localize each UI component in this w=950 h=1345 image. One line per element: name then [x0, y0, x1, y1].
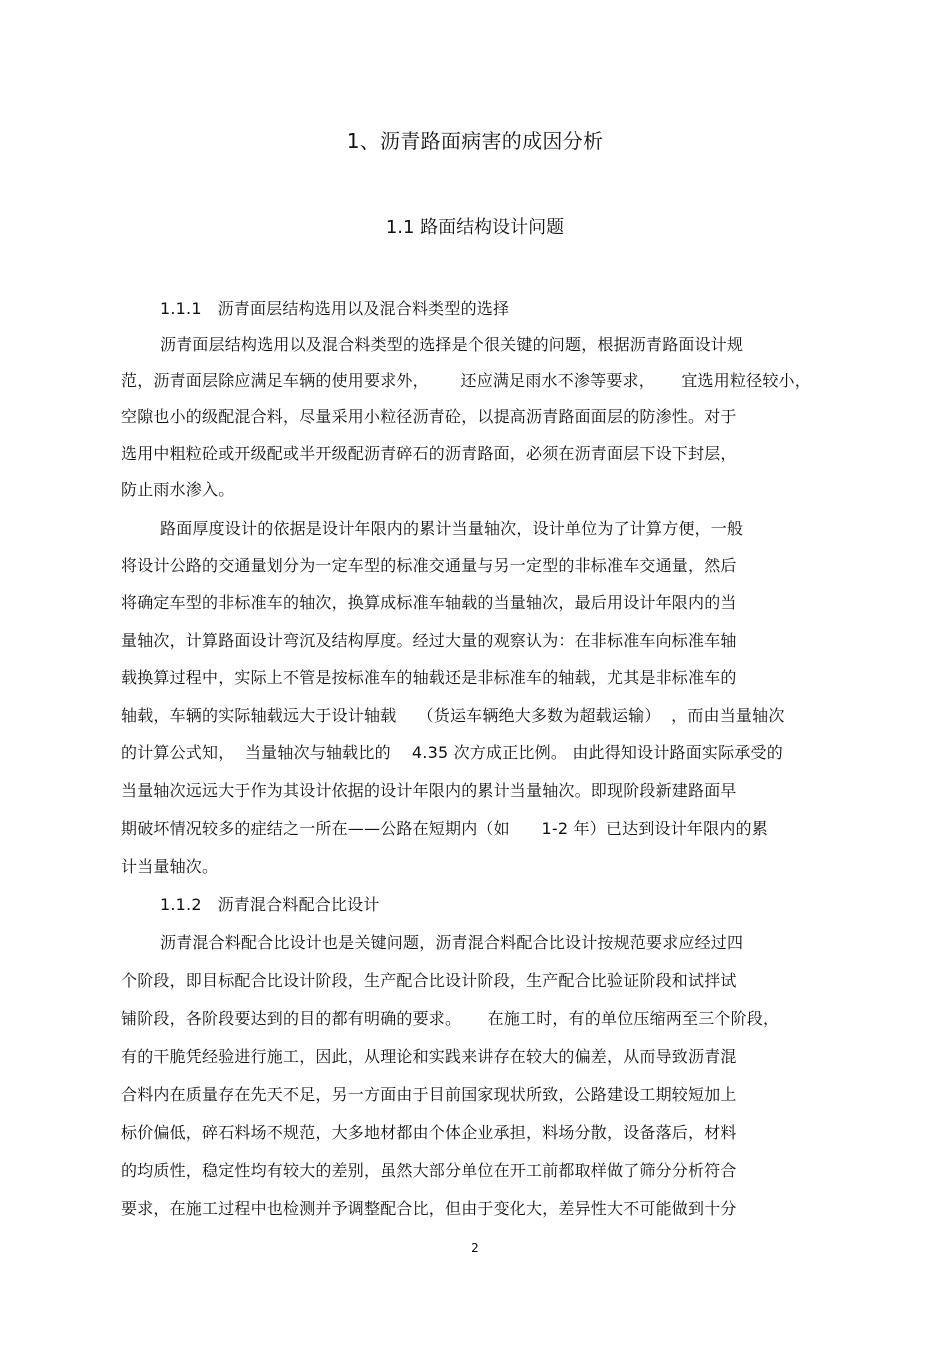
section-heading: 1.1 路面结构设计问题 [385, 217, 565, 238]
paragraph-line: 轴载，车辆的实际轴载远大于设计轴载 （货运车辆绝大多数为超载运输） ，而由当量轴次 [121, 706, 785, 725]
paragraph-line: 将设计公路的交通量划分为一定车型的标准交通量与另一定型的非标准车交通量，然后 [121, 556, 737, 575]
paragraph-line: 计当量轴次。 [121, 857, 219, 876]
subsection-heading-1-1-2: 1.1.2 沥青混合料配合比设计 [160, 895, 380, 914]
paragraph-line: 铺阶段，各阶段要达到的目的都有明确的要求。 在施工时，有的单位压缩两至三个阶段， [121, 1009, 780, 1028]
paragraph-line: 路面厚度设计的依据是设计年限内的累计当量轴次，设计单位为了计算方便，一般 [160, 519, 744, 538]
paragraph-line: 沥青面层结构选用以及混合料类型的选择是个很关键的问题，根据沥青路面设计规 [160, 335, 744, 354]
paragraph-line: 沥青混合料配合比设计也是关键问题，沥青混合料配合比设计按规范要求应经过四 [160, 933, 744, 952]
paragraph-line: 要求，在施工过程中也检测并予调整配合比，但由于变化大，差异性大不可能做到十分 [121, 1199, 737, 1218]
paragraph-line: 的均质性，稳定性均有较大的差别，虽然大部分单位在开工前都取样做了筛分分析符合 [121, 1161, 737, 1180]
paragraph-line: 合料内在质量存在先天不足，另一方面由于目前国家现状所致，公路建设工期较短加上 [121, 1085, 737, 1104]
paragraph-line: 量轴次，计算路面设计弯沉及结构厚度。经过大量的观察认为：在非标准车向标准车轴 [121, 631, 737, 650]
paragraph-line: 载换算过程中，实际上不管是按标准车的轴载还是非标准车的轴载，尤其是非标准车的 [121, 668, 737, 687]
paragraph-line: 期破坏情况较多的症结之一所在——公路在短期内（如 1-2 年）已达到设计年限内的累 [121, 819, 768, 838]
paragraph-line: 有的干脆凭经验进行施工，因此，从理论和实践来讲存在较大的偏差，从而导致沥青混 [121, 1047, 737, 1066]
paragraph-line: 个阶段，即目标配合比设计阶段，生产配合比设计阶段，生产配合比验证阶段和试拌试 [121, 971, 737, 990]
page-number: 2 [471, 1241, 479, 1255]
paragraph-line: 当量轴次远远大于作为其设计依据的设计年限内的累计当量轴次。即现阶段新建路面早 [121, 781, 737, 800]
paragraph-line: 防止雨水渗入。 [121, 480, 235, 499]
chapter-heading: 1、沥青路面病害的成因分析 [346, 129, 604, 153]
paragraph-line: 将确定车型的非标准车的轴次，换算成标准车轴载的当量轴次，最后用设计年限内的当 [121, 593, 737, 612]
paragraph-line: 的计算公式知， 当量轴次与轴载比的 4.35 次方成正比例。 由此得知设计路面实际承受的 [121, 743, 783, 762]
paragraph-line: 选用中粗粒砼或开级配或半开级配沥青碎石的沥青路面，必须在沥青面层下设下封层， [121, 444, 737, 463]
paragraph-line: 范，沥青面层除应满足车辆的使用要求外， 还应满足雨水不渗等要求， 宜选用粒径较小， [121, 371, 811, 390]
subsection-heading-1-1-1: 1.1.1 沥青面层结构选用以及混合料类型的选择 [160, 299, 510, 318]
paragraph-line: 标价偏低，碎石料场不规范，大多地材都由个体企业承担，料场分散，设备落后，材料 [121, 1123, 737, 1142]
paragraph-line: 空隙也小的级配混合料，尽量采用小粒径沥青砼，以提高沥青路面面层的防渗性。对于 [121, 407, 737, 426]
